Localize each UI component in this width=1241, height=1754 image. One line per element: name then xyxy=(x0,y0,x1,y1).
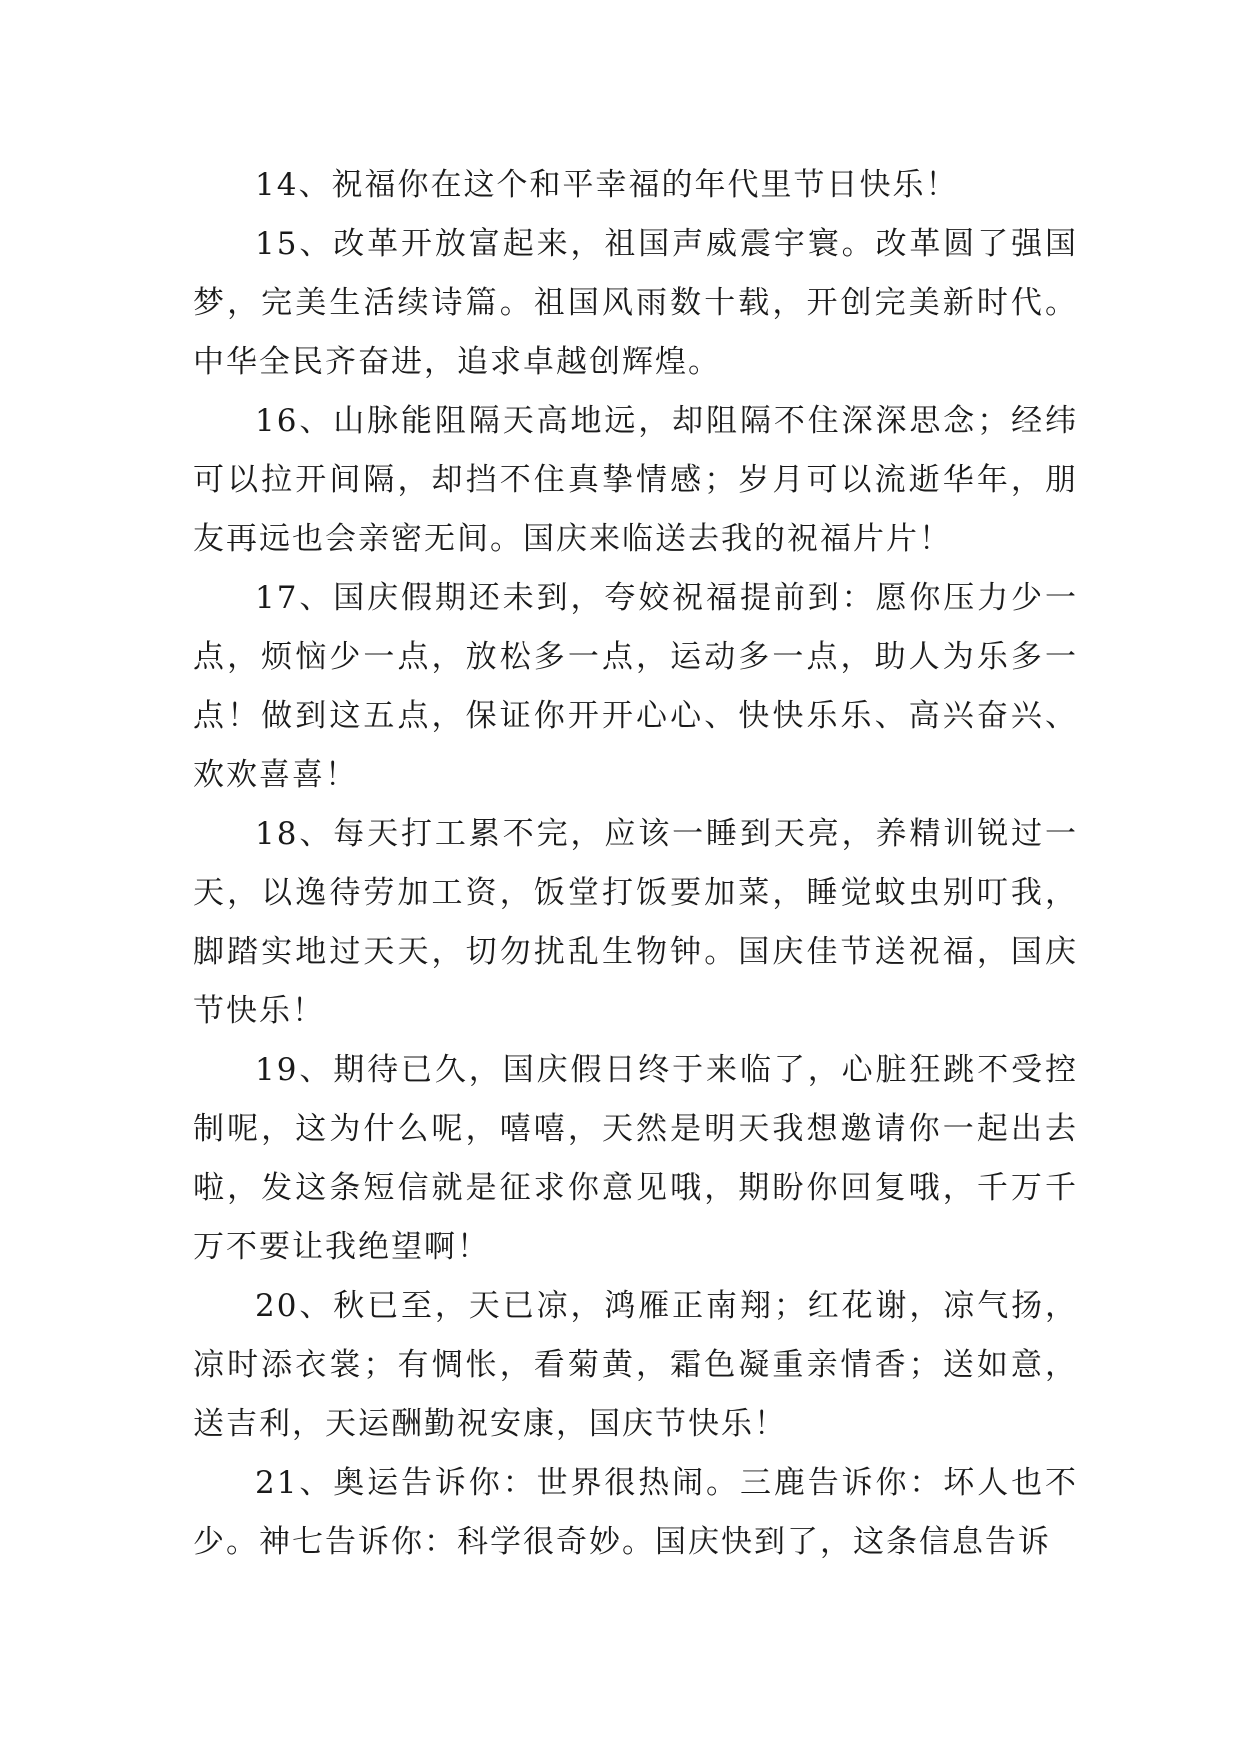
paragraph-18: 18、每天打工累不完，应该一睡到天亮，养精训锐过一天，以逸待劳加工资，饭堂打饭要加菜，睡觉蚊虫别叮我，脚踏实地过天天，切勿扰乱生物钟。国庆佳节送祝福，国庆节快乐！ xyxy=(193,816,1078,1029)
paragraph-20: 20、秋已至，天已凉，鸿雁正南翔；红花谢，凉气扬，凉时添衣裳；有惆怅，看菊黄，霜色凝重亲情香；送如意，送吉利，天运酬勤祝安康，国庆节快乐！ xyxy=(193,1288,1078,1442)
paragraph-15: 15、改革开放富起来，祖国声威震宇寰。改革圆了强国梦，完美生活续诗篇。祖国风雨数十载，开创完美新时代。中华全民齐奋进，追求卓越创辉煌。 xyxy=(193,226,1078,380)
paragraph-21: 21、奥运告诉你：世界很热闹。三鹿告诉你：坏人也不少。神七告诉你：科学很奇妙。国庆快到了，这条信息告诉 xyxy=(193,1465,1078,1560)
paragraph-17: 17、国庆假期还未到，夸姣祝福提前到：愿你压力少一点，烦恼少一点，放松多一点，运动多一点，助人为乐多一点！做到这五点，保证你开开心心、快快乐乐、高兴奋兴、欢欢喜喜！ xyxy=(193,580,1078,793)
paragraph-19: 19、期待已久，国庆假日终于来临了，心脏狂跳不受控制呢，这为什么呢，嘻嘻，天然是明天我想邀请你一起出去啦，发这条短信就是征求你意见哦，期盼你回复哦，千万千万不要让我绝望啊！ xyxy=(193,1052,1078,1265)
paragraph-14: 14、祝福你在这个和平幸福的年代里节日快乐！ xyxy=(255,167,959,203)
paragraph-16: 16、山脉能阻隔天高地远，却阻隔不住深深思念；经纬可以拉开间隔，却挡不住真挚情感；岁月可以流逝华年，朋友再远也会亲密无间。国庆来临送去我的祝福片片！ xyxy=(193,403,1078,557)
document-body xyxy=(193,156,1078,1572)
